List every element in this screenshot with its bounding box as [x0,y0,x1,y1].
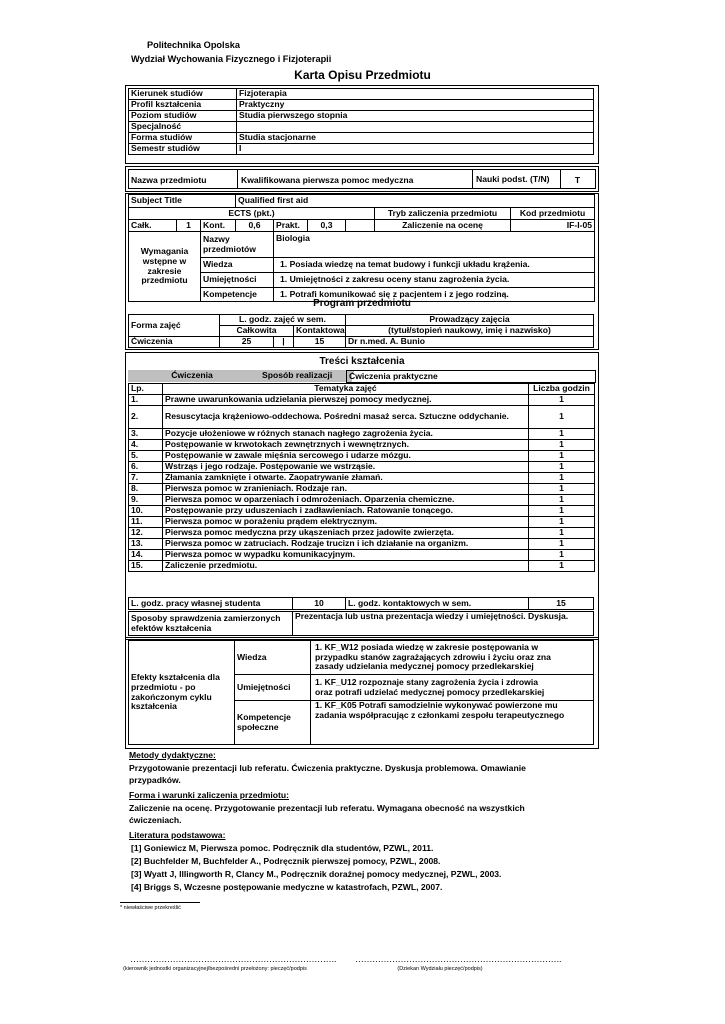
hours-summary-table [128,597,594,610]
topic-row [129,506,595,517]
topic-no: 5. [129,451,163,462]
class-form: Ćwiczenia [129,337,220,348]
topic-row [129,484,595,495]
program-table [128,314,594,348]
hours-label: L. godz. zajęć w sem. [220,315,346,326]
study-info-row [129,133,594,144]
subject-name-label: Nazwa przedmiotu [131,175,207,185]
topic-topic: Pierwsza pomoc w zatruciach. Rodzaje trucizn i ich działanie na organizm. [163,539,529,550]
topic-topic: Pozycje ułożeniowe w różnych stanach nagłego zagrożenia życia. [163,429,529,440]
outcome-knowledge-label: Wiedza [235,641,311,675]
study-info-label: Profil kształcenia [129,100,237,111]
conditions-heading: Forma i warunki zaliczenia przedmiotu: [129,790,289,800]
literature-item: [1] Goniewicz M, Pierwsza pomoc. Podręcznik dla studentów, PZWL, 2011. [131,843,434,853]
col-topic: Tematyka zajęć [163,384,529,395]
literature-item: [4] Briggs S, Wczesne postępowanie medyczne w katastrofach, PZWL, 2007. [131,882,443,892]
lecturer-label: Prowadzący zajęcia [346,315,594,326]
verification-value: Prezentacja lub ustna prezentacja wiedzy i umiejętności. Dyskusja. [293,612,594,636]
signature-right-label: (Dziekan Wydziału pieczęć/podpis) [397,966,483,972]
content-form: Ćwiczenia [128,370,256,382]
basic-science-value: T [574,175,581,185]
topic-no: 11. [129,517,163,528]
subject-name-box [125,166,599,192]
topic-topic: Pierwsza pomoc w porażeniu prądem elektrycznym. [163,517,529,528]
study-info-label: Forma studiów [129,133,237,144]
topic-hours: 1 [529,506,595,517]
literature-item: [3] Wyatt J, Illingworth R, Clancy M., Podręcznik doraźnej pomocy medycznej, PZWL, 2003. [131,869,502,879]
topics-table [128,383,595,572]
study-info-value: I [237,144,594,155]
topic-no: 10. [129,506,163,517]
prerequisite-knowledge-label: Wiedza [201,258,274,273]
topic-hours: 1 [529,406,595,429]
subject-details-box [125,193,599,350]
prerequisite-subjects-label: Nazwy przedmiotów [201,232,274,258]
conditions-text: Zaliczenie na ocenę. Przygotowanie prezentacji lub referatu. Wymagana obecność na wszystkich ćwiczeniach. [129,803,525,825]
hours-contact: 15 [294,337,346,348]
ects-total-label: Całk. [129,220,177,232]
topic-row [129,517,595,528]
literature-list [131,842,501,894]
university-name: Politechnika Opolska [147,40,240,50]
ects-practical-label: Prakt. [274,220,308,232]
faculty-name: Wydział Wychowania Fizycznego i Fizjoterapii [131,54,332,64]
study-info-row [129,122,594,133]
topic-row [129,451,595,462]
topic-topic: Pierwsza pomoc medyczna przy ukąszeniach przez jadowite zwierzęta. [163,528,529,539]
outcomes-label: Efekty kształcenia dla przedmiotu - po zakończonym cyklu kształcenia [129,641,235,745]
topic-topic: Postępowanie w zawale mięśnia sercowego i udarze mózgu. [163,451,529,462]
outcome-skills: 1. KF_U12 rozpoznaje stany zagrożenia życia i zdrowia oraz potrafi udzielać medycznej pomocy przedlekarskiej [311,675,594,701]
signature-dots-left: ………………………………………………………………. [130,954,337,964]
topic-no: 6. [129,462,163,473]
outcome-social-label: Kompetencje społeczne [235,701,311,745]
study-info-table [128,88,594,155]
course-content-box [125,352,599,640]
hours-total-label: Całkowita [220,326,294,337]
topic-no: 7. [129,473,163,484]
prerequisite-knowledge: 1. Posiada wiedzę na temat budowy i funkcji układu krążenia. [274,258,595,273]
outcome-skills-label: Umiejętności [235,675,311,701]
signature-dots-right: ………………………………………………………………. [355,954,562,964]
lecturer-name: Dr n.med. A. Bunio [346,337,594,348]
literature-item: [2] Buchfelder M, Buchfelder A., Podręcznik pierwszej pomocy, PZWL, 2008. [131,856,441,866]
topic-topic: Postępowanie przy uduszeniach i zadławieniach. Ratowanie tonącego. [163,506,529,517]
topic-no: 3. [129,429,163,440]
hours-separator: | [274,337,294,348]
topic-topic: Resuscytacja krążeniowo-oddechowa. Pośredni masaż serca. Sztuczne oddychanie. [163,406,529,429]
col-no: Lp. [129,384,163,395]
topic-hours: 1 [529,484,595,495]
methods-heading: Metody dydaktyczne: [129,750,216,760]
topic-hours: 1 [529,451,595,462]
topic-hours: 1 [529,429,595,440]
ects-label: ECTS (pkt.) [129,208,375,220]
topic-topic: Zaliczenie przedmiotu. [163,561,529,572]
study-info-box [125,85,599,164]
study-info-value: Praktyczny [237,100,594,111]
contact-total-label: L. godz. kontaktowych w sem. [346,598,529,610]
topic-no: 8. [129,484,163,495]
footnote: * niewłaściwe przekreślić [120,905,181,911]
topic-no: 13. [129,539,163,550]
signature-left-label: (kierownik jednostki organizacyjnej/bezpośredni przełożony: pieczęć/podpis [123,966,307,972]
prerequisite-skills: 1. Umiejętności z zakresu oceny stanu zagrożenia życia. [274,273,595,288]
study-info-row [129,100,594,111]
study-info-row [129,89,594,100]
hours-total: 25 [220,337,274,348]
verification-label: Sposoby sprawdzenia zamierzonych efektów kształcenia [129,612,293,636]
topic-row [129,440,595,451]
topic-no: 9. [129,495,163,506]
assessment-mode-label: Tryb zaliczenia przedmiotu [375,208,511,220]
class-form-label: Forma zajęć [129,315,220,337]
study-info-value [237,122,594,133]
topic-hours: 1 [529,539,595,550]
study-info-row [129,111,594,122]
topic-no: 4. [129,440,163,451]
topic-topic: Prawne uwarunkowania udzielania pierwszej pomocy medycznej. [163,395,529,406]
topic-row [129,561,595,572]
lecturer-subtitle: (tytuł/stopień naukowy, imię i nazwisko) [346,326,594,337]
own-work-hours: 10 [293,598,346,610]
topic-hours: 1 [529,440,595,451]
topic-topic: Złamania zamknięte i otwarte. Zaopatrywanie złamań. [163,473,529,484]
topic-row [129,473,595,484]
outcome-social: 1. KF_K05 Potrafi samodzielnie wykonywać powierzone mu zadania współpracując z członkami zespołu terapeutycznego [311,701,594,745]
subject-title-en: Qualified first aid [236,195,595,208]
subject-code: IF-I-05 [511,220,595,232]
ects-practical: 0,3 [308,220,346,232]
study-info-value: Studia pierwszego stopnia [237,111,594,122]
program-heading: Program przedmiotu [313,298,411,309]
ects-contact-label: Kont. [201,220,236,232]
subject-name: Kwalifikowana pierwsza pomoc medyczna [241,175,414,185]
study-info-label: Kierunek studiów [129,89,237,100]
topic-no: 15. [129,561,163,572]
contact-total-hours: 15 [529,598,594,610]
topic-hours: 1 [529,395,595,406]
study-info-label: Semestr studiów [129,144,237,155]
topic-topic: Pierwsza pomoc w oparzeniach i odmrożeniach. Oparzenia chemiczne. [163,495,529,506]
subject-title-label: Subject Title [129,195,236,208]
topic-topic: Pierwsza pomoc w zranieniach. Rodzaje ran. [163,484,529,495]
topic-hours: 1 [529,550,595,561]
methods-text: Przygotowanie prezentacji lub referatu. Ćwiczenia praktyczne. Dyskusja problemowa. Omawianie przypadków. [129,763,526,785]
realization-label: Sposób realizacji [256,370,352,382]
learning-outcomes-table [128,640,594,745]
topic-topic: Wstrząs i jego rodzaje. Postępowanie we wstrząsie. [163,462,529,473]
learning-outcomes-box [125,637,599,749]
basic-science-label: Nauki podst. (T/N) [476,174,550,184]
prerequisites-label: Wymagania wstępne w zakresie przedmiotu [129,232,201,302]
topic-topic: Postępowanie w krwotokach zewnętrznych i wewnętrznych. [163,440,529,451]
topic-row [129,429,595,440]
verification-table [128,611,594,636]
study-info-label: Specjalność [129,122,237,133]
realization-value: Ćwiczenia praktyczne [346,370,596,383]
topic-row [129,528,595,539]
prerequisite-competence-label: Kompetencje [201,288,274,302]
col-hours: Liczba godzin [529,384,595,395]
topic-no: 2. [129,406,163,429]
topic-hours: 1 [529,495,595,506]
topic-hours: 1 [529,561,595,572]
topic-row [129,495,595,506]
outcome-knowledge: 1. KF_W12 posiada wiedzę w zakresie postępowania w przypadku stanów zagrażających zdrowiu i życiu oraz zna zasady udzielania medycznej pomocy przedlekarskiej [311,641,594,675]
topic-no: 12. [129,528,163,539]
ects-total: 1 [177,220,201,232]
topic-no: 14. [129,550,163,561]
topic-hours: 1 [529,517,595,528]
topic-hours: 1 [529,473,595,484]
topic-hours: 1 [529,462,595,473]
ects-contact: 0,6 [236,220,274,232]
subject-details-table [128,194,595,302]
literature-heading: Literatura podstawowa: [129,830,226,840]
page-title: Karta Opisu Przedmiotu [294,68,431,82]
subject-code-label: Kod przedmiotu [511,208,595,220]
topic-row [129,539,595,550]
assessment-mode: Zaliczenie na ocenę [375,220,511,232]
prerequisite-skills-label: Umiejętności [201,273,274,288]
topic-row [129,395,595,406]
hours-contact-label: Kontaktowa [294,326,346,337]
prerequisite-competence: 1. Potrafi komunikować się z pacjentem i z jego rodziną. [274,288,595,302]
study-info-row [129,144,594,155]
content-heading: Treści kształcenia [319,356,405,367]
own-work-label: L. godz. pracy własnej studenta [129,598,293,610]
topic-no: 1. [129,395,163,406]
topic-row [129,462,595,473]
study-info-value: Studia stacjonarne [237,133,594,144]
prerequisite-subjects: Biologia [274,232,595,258]
topic-row [129,406,595,429]
study-info-value: Fizjoterapia [237,89,594,100]
topic-topic: Pierwsza pomoc w wypadku komunikacyjnym. [163,550,529,561]
topic-row [129,550,595,561]
study-info-label: Poziom studiów [129,111,237,122]
topic-hours: 1 [529,528,595,539]
